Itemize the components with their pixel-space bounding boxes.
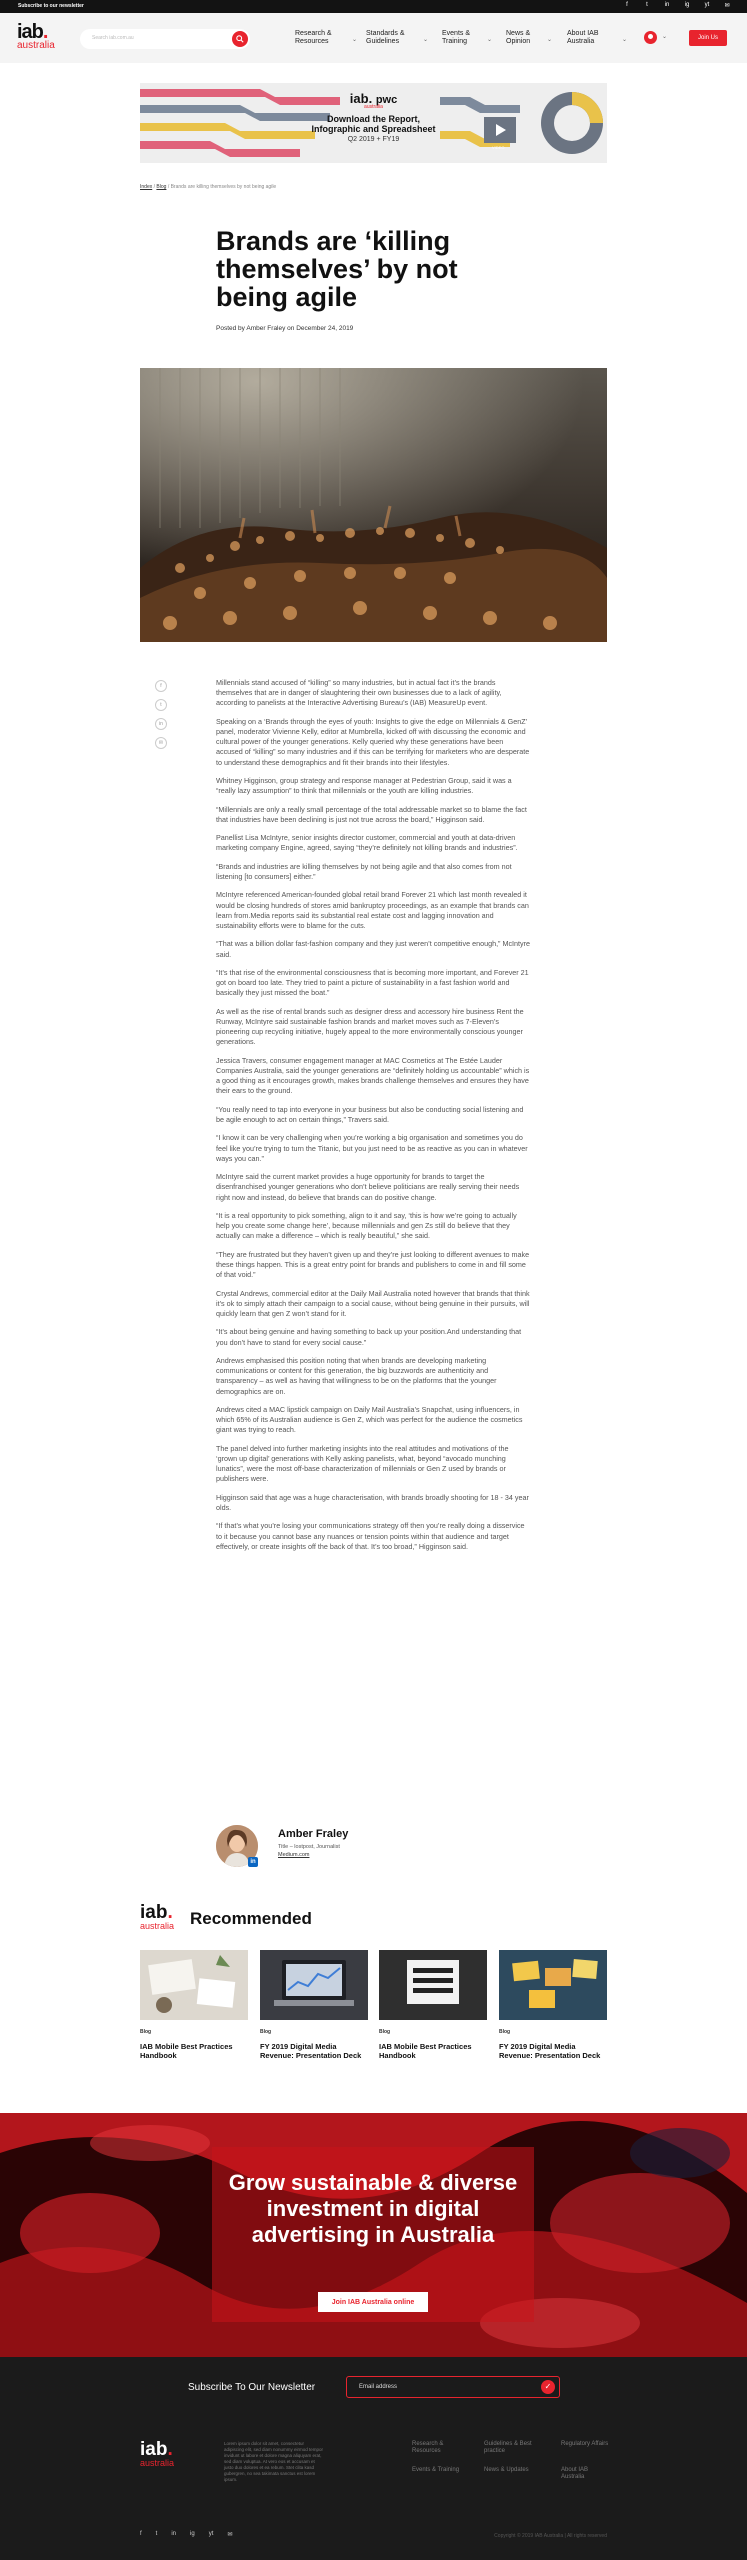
twitter-share-icon[interactable]: t [155,699,167,711]
banner-period: Q2 2019 + FY19 [347,136,400,143]
logo-subtext: australia [140,1921,175,1931]
chevron-down-icon[interactable]: ⌄ [662,34,668,40]
article-paragraph: Millennials stand accused of “killing” so many industries, but in actual fact it’s the brands themselves that are in danger of slaughtering their own businesses due to a lack of agility, according to panelists at the Interactive Advertising Bureau’s (IAB) MeasureUp event. [216,678,502,708]
logo-dot: . [167,1902,173,1923]
card-category: Blog [260,2029,272,2035]
author-role: Title – lostpost, Journalist [278,1844,340,1850]
article-paragraph: McIntyre said the current market provides a huge opportunity for brands to target the disenfranchised younger generations who don’t believe politicians are really serving their needs right now and instead, do believe that brands can do positive change. [216,1172,520,1202]
search-icon [236,35,244,43]
site-footer [0,2357,747,2560]
article-paragraph: “Millennials are only a really small percentage of the total addressable market so to blame the fact that industries have been declining is just not true across the board,” Higginson said. [216,804,527,824]
logo-subtext: australia [17,40,55,51]
top-social-icons [623,2,731,9]
card-image [140,1950,248,2020]
article-paragraph: Speaking on a ‘Brands through the eyes of youth: Insights to give the edge on Millennials & GenZ’ panel, moderator Vivienne Kelly, editor at Mumbrella, kicked off with discussing the economic and cultural power of the younger generations. Kelly queried why these generations have been accused of “killing” so many industries and if this can be terrifying for marketers who are desperate to understand these demographics and fit their brands into their lifestyles. [216,716,530,767]
breadcrumb-separator: / [167,184,171,190]
desk-photo [140,1950,248,2020]
recommended-card[interactable] [379,1950,487,2060]
card-category: Blog [140,2029,152,2035]
search-button[interactable] [232,31,248,47]
join-online-button[interactable]: Join IAB Australia online [318,2292,428,2312]
article-byline: Posted by Amber Fraley on December 24, 2019 [216,325,354,332]
linkedin-share-icon[interactable]: in [155,718,167,730]
card-image [379,1950,487,2020]
mail-icon[interactable]: ✉ [227,2532,233,2538]
facebook-icon[interactable]: f [140,2531,142,2537]
logo-text: iab [17,21,43,43]
article-paragraph: “It is a real opportunity to pick something, align to it and say, ‘this is how we’re going to actually help you create some change here’, because millennials and gen Zs still do believe that they actually can make a difference – which is really beautiful,” she said. [216,1210,517,1241]
card-title: FY 2019 Digital Media Revenue: Presentation Deck [499,2042,601,2060]
logo-dot: . [167,2439,173,2460]
article-paragraph: The panel delved into further marketing insights into the real attitudes and motivations of the ‘grown up digital’ generations with Kelly asking panelists, what, beyond “avocado munching lunatics”, were the most off-base characterization of millennials or Gen Z used by brands or publishers were. [216,1443,509,1484]
article-paragraph: Higginson said that age was a huge characterisation, with brands broadly shooting for 18 - 34 year olds. [216,1492,529,1512]
recommended-title: Recommended [190,1909,312,1928]
search-placeholder: Search iab.com.au [92,35,134,41]
footer-logo[interactable] [140,2440,174,2468]
breadcrumb-separator: / [153,184,157,190]
instagram-icon[interactable]: ig [684,2,690,8]
breadcrumb [140,184,276,190]
logo-dot: . [42,21,48,43]
article-paragraph: McIntyre referenced American-founded global retail brand Forever 21 which last month revealed it would be closing hundreds of stores amid bankruptcy proceedings, as an example that brands can learn from.Media reports said its substantial real estate cost and lagging innovation and sustainability efforts were to blame for the cuts. [216,890,529,930]
article-paragraph: As well as the rise of rental brands such as designer dress and accessory hire business Rent the Runway, McIntyre said sustainable fashion brands and market moves such as 7-Eleven’s pioneering cup recycling initiative, hugely appeal to the more environmentally conscious younger generations. [216,1006,524,1047]
recommended-card[interactable] [140,1950,248,2060]
article-paragraph: Jessica Travers, consumer engagement manager at MAC Cosmetics at The Estée Lauder Companies Australia, said the younger generations are “definitely holding us accountable” which is a good thing as it encourages growth, makes brands challenge themselves and ensures they have their ears to the ground. [216,1055,530,1096]
mail-icon[interactable]: ✉ [724,3,730,9]
notes-photo [499,1950,607,2020]
linkedin-icon[interactable]: in [664,2,670,8]
nav-label: Events & Training [442,30,471,45]
nav-research[interactable] [295,30,357,46]
chevron-down-icon: ⌄ [422,37,428,43]
linkedin-icon[interactable]: in [171,2531,177,2537]
article-paragraph: Andrews cited a MAC lipstick campaign on Daily Mail Australia’s Snapchat, using influencers, in which 65% of its Australian audience is Gen Z, which was perfect for the audience the cosmetics giant was trying to reach. [216,1404,523,1435]
breadcrumb-current: Brands are killing themselves by not being agile [170,184,277,190]
report-banner-ad[interactable] [140,83,607,163]
nav-events[interactable] [442,30,492,46]
footer-link-events[interactable]: Events & Training [412,2467,460,2473]
article-paragraph: “They are frustrated but they haven’t given up and they’re just looking to different avenues to make these things happen. This is a great entry point for brands and publishers to come in and fill some of that void.” [216,1249,530,1280]
user-account-icon[interactable] [644,31,657,44]
recommended-card[interactable] [499,1950,607,2060]
banner-logo-sub: australia [364,104,383,110]
logo-subtext: australia [140,2458,175,2468]
article-paragraph: “I know it can be very challenging when you’re working a big organisation and sometimes you do feel like you’re trying to turn the Titanic, but you just need to be as reactive as you can in whatever ways you can.” [216,1133,528,1163]
article-paragraph: Crystal Andrews, commercial editor at the Daily Mail Australia noted however that brands that think it’s ok to simply attach their campaign to a social cause, without being genuine in their pursuits, will quickly learn that gen Z won’t stand for it. [216,1288,530,1318]
article-paragraph: Panellist Lisa McIntyre, senior insights director customer, commercial and youth at data-driven marketing company Engine, agreed, saying “they’re definitely not killing brands and industries”. [216,833,518,853]
footer-about-text: Lorem ipsum dolor sit amet, consectetur adipiscing elit, sed diam nonummy eirmod tempor invidunt ut labore et dolore magna aliquyam erat, sed diam voluptua. At vero eos et accusam et justo duo dolores et ea rebum. Stet clita kasd gubergren, no sea takimata sanctus est lorem ipsum. [224,2441,324,2482]
card-title: FY 2019 Digital Media Revenue: Presentation Deck [260,2042,362,2060]
share-bar [155,680,167,756]
copyright-text: Copyright © 2019 IAB Australia | All rights reserved [494,2533,607,2539]
page-title: Brands are ‘killing themselves’ by not being agile [216,226,458,312]
breadcrumb-home[interactable]: Index [140,184,153,190]
card-category: Blog [379,2029,391,2035]
footer-link-regulatory[interactable]: Regulatory Affairs [561,2441,609,2447]
article-paragraph: “You really need to tap into everyone in your business but also be conducting social listening and be agile enough to act on certain things,” Travers said. [216,1104,524,1124]
newsletter-link[interactable]: Subscribe to our newsletter [18,3,84,9]
facebook-icon[interactable]: f [626,2,628,8]
logo-text: iab [140,2439,168,2460]
card-image [499,1950,607,2020]
author-name: Amber Fraley [278,1828,349,1840]
footer-link-news[interactable]: News & Updates [484,2467,529,2473]
article-paragraph: “It’s that rise of the environmental consciousness that is becoming more important, and Forever 21 got on board too late. They tried to paint a picture of sustainability in a fast fashion world and basically they just missed the boat.” [216,967,529,998]
join-us-button[interactable]: Join Us [689,30,727,46]
footer-social-icons [140,2531,232,2538]
newsletter-heading: Subscribe To Our Newsletter [188,2382,316,2393]
lightbox-photo [379,1950,487,2020]
chevron-down-icon: ⌄ [621,37,627,43]
recommended-card[interactable] [260,1950,368,2060]
article-paragraph: “That was a billion dollar fast-fashion company and they just weren’t competitive enough,” McIntyre said. [216,939,531,959]
chevron-down-icon: ⌄ [351,37,357,43]
linkedin-badge-icon[interactable]: in [248,1857,258,1867]
article-paragraph: “It’s about being genuine and having something to back up your position.And understanding that you don’t have to stand for every social cause.” [216,1327,522,1347]
youtube-icon[interactable]: yt [704,2,710,8]
card-title: IAB Mobile Best Practices Handbook [140,2042,233,2060]
article-paragraph: “If that’s what you’re losing your communications strategy off then you’re really doing a disservice to it because you cannot base any nuances or tension points within that audience and target effectively, or create insights off the back of that. It’s too broad,” Higginson said. [216,1521,525,1551]
laptop-photo [260,1950,368,2020]
author-link[interactable]: Medium.com [278,1852,310,1858]
chevron-down-icon: ⌄ [486,37,492,43]
article-paragraph: “Brands and industries are killing themselves by not being agile and that also comes from not listening [to consumers] either.” [216,861,512,881]
iab-logo[interactable] [17,22,62,56]
twitter-icon[interactable]: t [646,2,648,8]
hero-image [140,368,607,642]
card-title: IAB Mobile Best Practices Handbook [379,2042,472,2060]
banner-headline-2: Infographic and Spreadsheet [311,124,436,134]
banner-text [140,91,607,143]
banner-video-label: VIDEO [492,145,505,150]
nav-news[interactable] [506,30,552,46]
facebook-share-icon[interactable]: f [155,680,167,692]
card-category: Blog [499,2029,511,2035]
promo-banner [0,2113,747,2357]
pwc-logo: pwc [375,94,398,106]
nav-label: News & Opinion [506,30,531,45]
promo-headline: Grow sustainable & diverse investment in digital advertising in Australia [228,2170,518,2247]
article-paragraph: Andrews emphasised this position noting that when brands are developing marketing communications or content for this generation, the big buzzwords are authenticity and transparency – as well as having that willingness to be on the platforms that the younger demographics are on. [216,1355,497,1396]
recommended-iab-logo [140,1903,174,1931]
logo-text: iab [140,1902,168,1923]
breadcrumb-blog[interactable]: Blog [156,184,167,190]
instagram-icon[interactable]: ig [190,2531,195,2537]
newsletter-email-input[interactable] [346,2376,560,2398]
card-image [260,1950,368,2020]
youtube-icon[interactable]: yt [208,2531,214,2537]
chevron-down-icon: ⌄ [546,37,552,43]
submit-check-icon[interactable]: ✓ [541,2380,555,2394]
nav-standards[interactable] [366,30,428,46]
nav-label: Research & Resources [295,30,332,45]
nav-about[interactable] [567,30,627,46]
email-placeholder: Email address [359,2384,398,2390]
top-bar [0,0,747,13]
banner-iab-logo: iab. [349,91,373,106]
banner-headline-1: Download the Report, [327,114,420,124]
nav-label: Standards & Guidelines [366,30,405,45]
search-box[interactable] [80,29,250,49]
author-card [216,1822,546,1872]
email-share-icon[interactable]: ✉ [155,737,167,749]
concert-crowd-photo [140,368,607,642]
twitter-icon[interactable]: t [155,2531,158,2537]
footer-link-guidelines[interactable]: Guidelines & Best practice [484,2441,532,2454]
article-paragraph: Whitney Higginson, group strategy and response manager at Pedestrian Group, said it was a “really lazy assumption” to think that millennials or the youth are killing industries. [216,776,512,796]
footer-link-research[interactable]: Research & Resources [412,2441,444,2454]
footer-link-about[interactable]: About IAB Australia [561,2467,589,2480]
nav-label: About IAB Australia [567,30,599,45]
article-body [216,678,530,1560]
